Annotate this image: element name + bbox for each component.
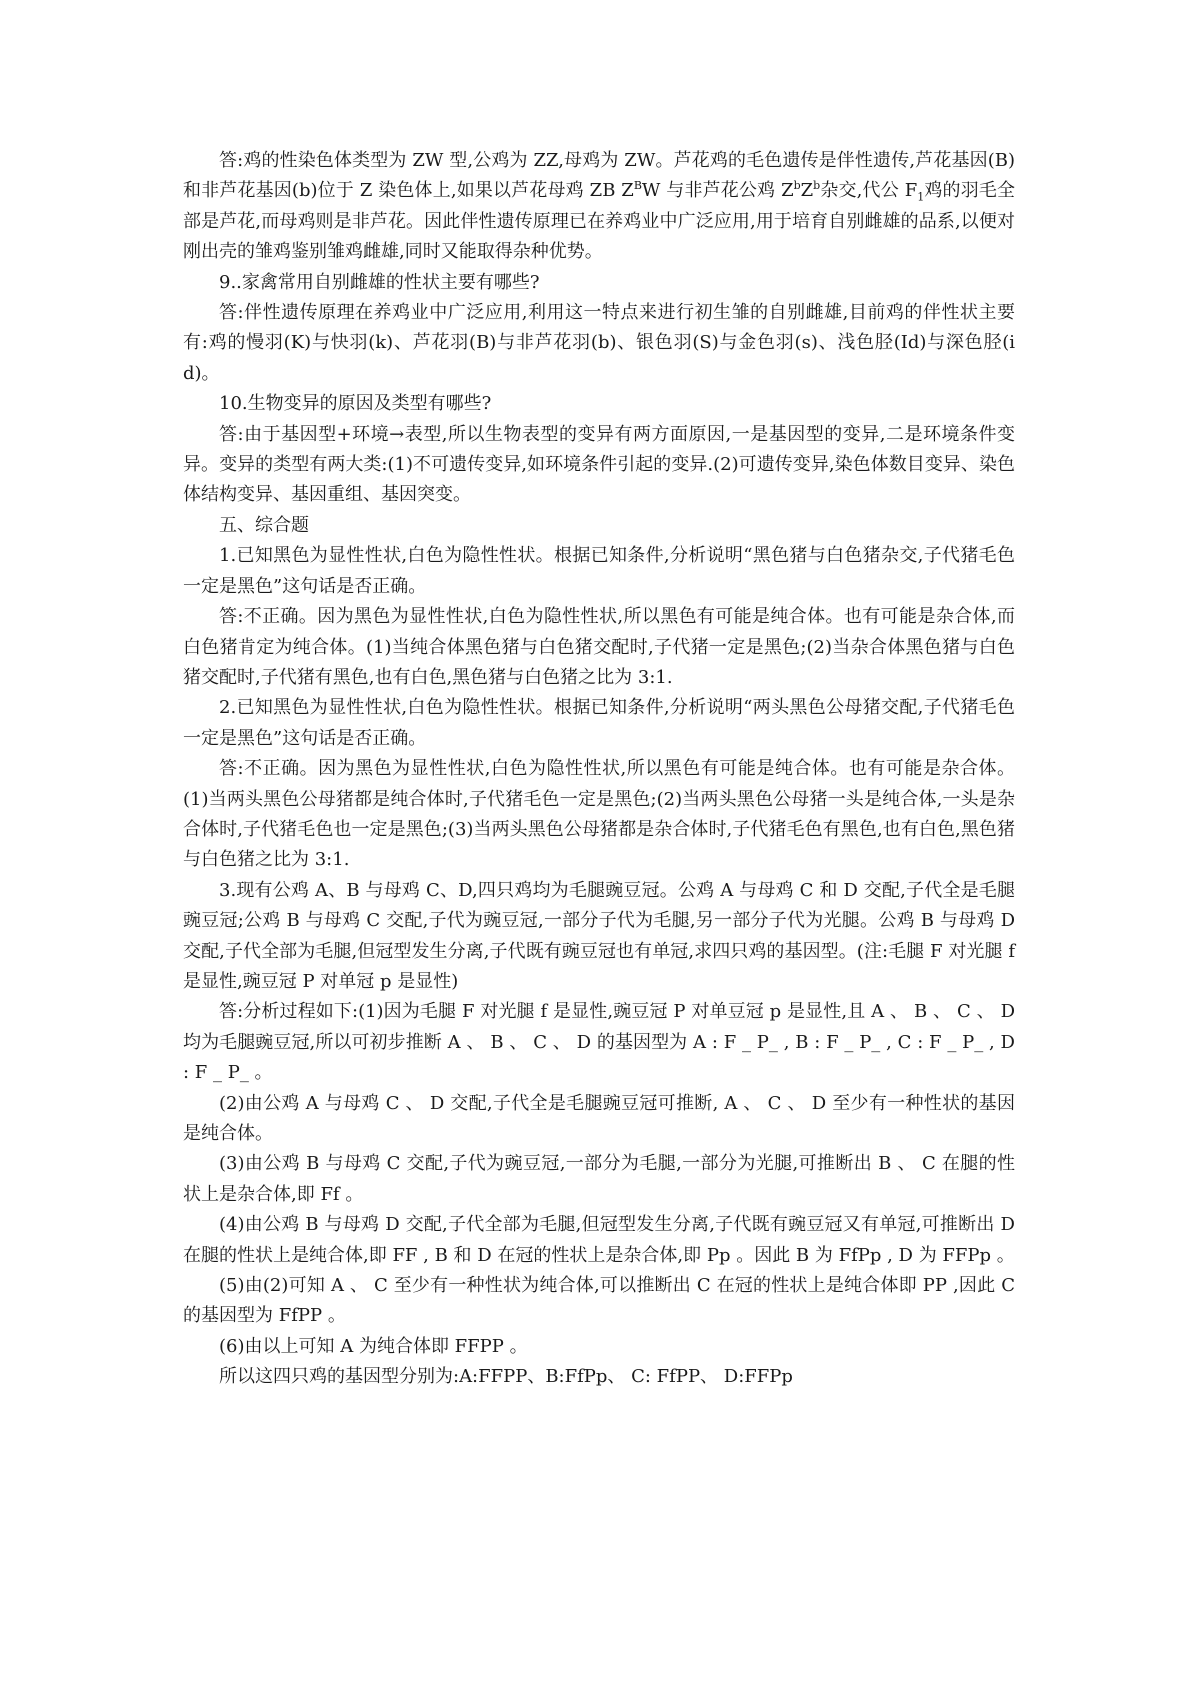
text-segment: 杂交,代公 F <box>820 180 918 202</box>
text-segment: Z <box>800 180 814 202</box>
question-9: 9..家禽常用自别雌雄的性状主要有哪些? <box>219 271 540 293</box>
section-heading: 五、综合题 <box>219 514 309 536</box>
analysis-step-4: (4)由公鸡 B 与母鸡 D 交配,子代全部为毛腿,但冠型发生分离,子代既有豌豆冠又有单冠,可推断出 D 在腿的性状上是纯合体,即 FF , B 和 D 在冠的性状上是杂合体,即 Pp 。因此 B 为 FfPp , D 为 FFPp 。 <box>183 1214 1015 1266</box>
document-page <box>183 146 1015 1393</box>
text-segment: W 与非芦花公鸡 Z <box>641 180 794 202</box>
subscript: 1 <box>917 191 925 204</box>
comprehensive-question-1: 1.已知黑色为显性性状,白色为隐性性状。根据已知条件,分析说明“黑色猪与白色猪杂交,子代猪毛色一定是黑色”这句话是否正确。 <box>183 545 1015 597</box>
analysis-step-3: (3)由公鸡 B 与母鸡 C 交配,子代为豌豆冠,一部分为毛腿,一部分为光腿,可推断出 B 、 C 在腿的性状上是杂合体,即 Ff 。 <box>183 1153 1015 1205</box>
comprehensive-answer-2: 答:不正确。因为黑色为显性性状,白色为隐性性状,所以黑色有可能是纯合体。也有可能是杂合体。(1)当两头黑色公母猪都是纯合体时,子代猪毛色一定是黑色;(2)当两头黑色公母猪一头是纯合体,一头是杂合体时,子代猪毛色也一定是黑色;(3)当两头黑色公母猪都是杂合体时,子代猪毛色有黑色,也有白色,黑色猪与白色猪之比为 3:1. <box>183 758 1015 871</box>
answer-10: 答:由于基因型+环境→表型,所以生物表型的变异有两方面原因,一是基因型的变异,二是环境条件变异。变异的类型有两大类:(1)不可遗传变异,如环境条件引起的变异.(2)可遗传变异,染色体数目变异、染色体结构变异、基因重组、基因突变。 <box>183 423 1015 506</box>
final-conclusion: 所以这四只鸡的基因型分别为:A:FFPP、B:FfPp、 C: FfPP、 D:FFPp <box>219 1366 793 1388</box>
comprehensive-question-3: 3.现有公鸡 A、B 与母鸡 C、D,四只鸡均为毛腿豌豆冠。公鸡 A 与母鸡 C 和 D 交配,子代全是毛腿豌豆冠;公鸡 B 与母鸡 C 交配,子代为豌豆冠,一部分子代为毛腿,另一部分子代为光腿。公鸡 B 与母鸡 D 交配,子代全部为毛腿,但冠型发生分离,子代既有豌豆冠也有单冠,求四只鸡的基因型。(注:毛腿 F 对光腿 f 是显性,豌豆冠 P 对单冠 p 是显性) <box>183 879 1015 992</box>
comprehensive-answer-1: 答:不正确。因为黑色为显性性状,白色为隐性性状,所以黑色有可能是纯合体。也有可能是杂合体,而白色猪肯定为纯合体。(1)当纯合体黑色猪与白色猪交配时,子代猪一定是黑色;(2)当杂合体黑色猪与白色猪交配时,子代猪有黑色,也有白色,黑色猪与白色猪之比为 3:1. <box>183 606 1015 688</box>
superscript: b <box>793 179 801 193</box>
analysis-step-5: (5)由(2)可知 A 、 C 至少有一种性状为纯合体,可以推断出 C 在冠的性状上是纯合体即 PP ,因此 C 的基因型为 FfPP 。 <box>183 1275 1015 1327</box>
text-segment: 答:鸡的性染色体类型为 ZW 型,公鸡为 ZZ,母鸡为 ZW。芦花鸡的毛色遗传是伴性遗传,芦花基因(B)和非芦花基因(b)位于 Z 染色体上,如果以芦花母鸡 ZB Z <box>183 150 1015 202</box>
question-10: 10.生物变异的原因及类型有哪些? <box>219 393 492 415</box>
paragraph-answer-8 <box>183 146 1015 268</box>
superscript: B <box>633 179 642 193</box>
comprehensive-question-2: 2.已知黑色为显性性状,白色为隐性性状。根据已知条件,分析说明“两头黑色公母猪交配,子代猪毛色一定是黑色”这句话是否正确。 <box>183 697 1015 749</box>
analysis-step-2: (2)由公鸡 A 与母鸡 C 、 D 交配,子代全是毛腿豌豆冠可推断, A 、 C 、 D 至少有一种性状的基因是纯合体。 <box>183 1092 1015 1144</box>
superscript: b <box>813 179 821 193</box>
analysis-step-6: (6)由以上可知 A 为纯合体即 FFPP 。 <box>219 1335 528 1357</box>
analysis-step-1: 答:分析过程如下:(1)因为毛腿 F 对光腿 f 是显性,豌豆冠 P 对单豆冠 p 是显性,且 A 、 B 、 C 、 D 均为毛腿豌豆冠,所以可初步推断 A 、 B 、 C 、 D 的基因型为 A : F _ P_ , B : F _ P_ , C : F _ P_ , D : F _ P_ 。 <box>183 1001 1015 1084</box>
answer-9: 答:伴性遗传原理在养鸡业中广泛应用,利用这一特点来进行初生雏的自别雌雄,目前鸡的伴性状主要有:鸡的慢羽(K)与快羽(k)、芦花羽(B)与非芦花羽(b)、银色羽(S)与金色羽(s)、浅色胫(Id)与深色胫(id)。 <box>183 302 1015 384</box>
text-segment: 鸡的羽毛全部是芦花,而母鸡则是非芦花。因此伴性遗传原理已在养鸡业中广泛应用,用于培育自别雌雄的品系,以便对刚出壳的雏鸡鉴别雏鸡雌雄,同时又能取得杂种优势。 <box>183 180 1016 263</box>
